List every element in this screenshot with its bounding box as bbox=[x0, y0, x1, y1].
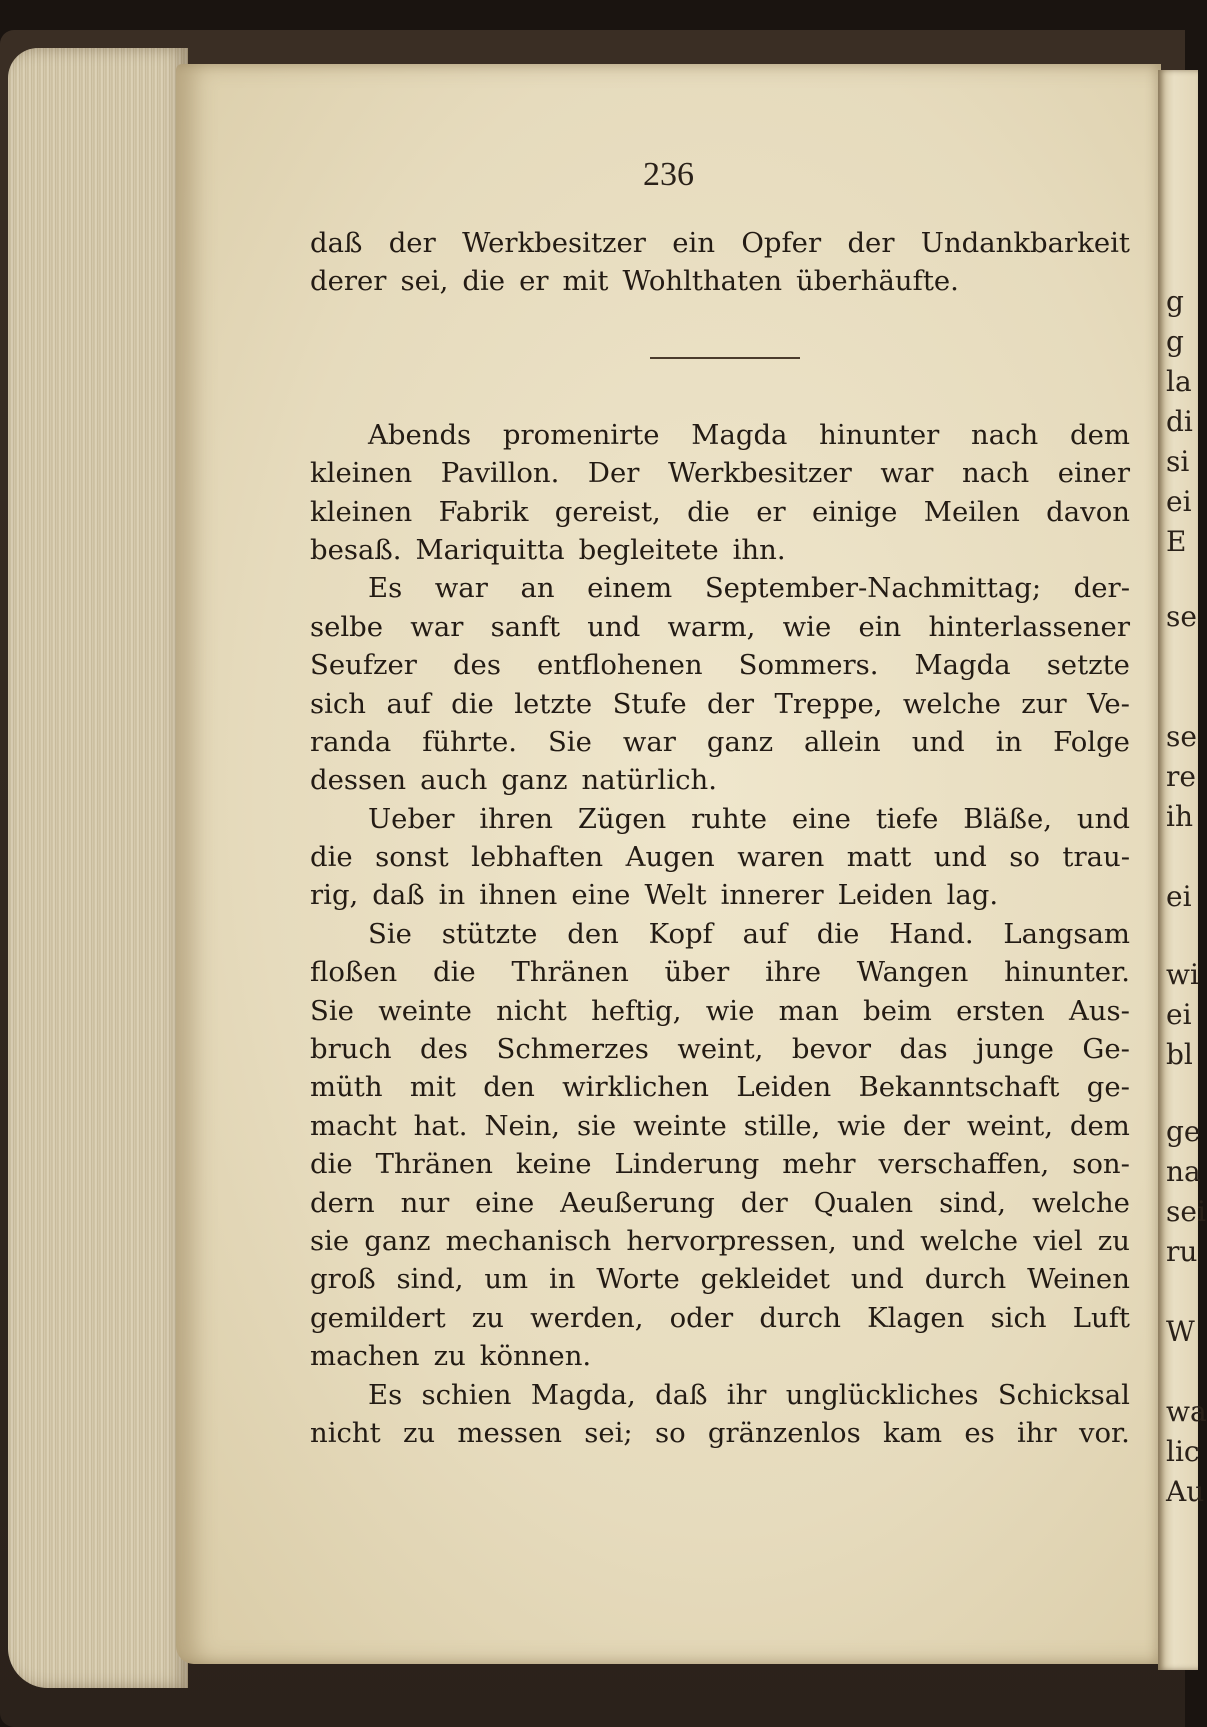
word: mehr bbox=[782, 1148, 856, 1181]
word: Mariquitta bbox=[415, 533, 565, 566]
word: einem bbox=[587, 572, 673, 605]
word: Hand. bbox=[889, 917, 974, 950]
word: Undankbarkeit bbox=[920, 227, 1130, 259]
section-divider bbox=[310, 301, 1130, 416]
word: einige bbox=[811, 495, 898, 528]
word: ganz bbox=[706, 725, 774, 758]
word: eine bbox=[475, 1186, 535, 1219]
word: derer bbox=[310, 265, 387, 298]
fragment: se bbox=[1166, 720, 1197, 753]
text-line bbox=[310, 608, 1130, 646]
word: der bbox=[707, 687, 755, 720]
word: rig, bbox=[310, 879, 359, 912]
word: das bbox=[899, 1033, 948, 1066]
text-line bbox=[310, 685, 1130, 723]
word: groß bbox=[310, 1263, 376, 1296]
word: ihn. bbox=[732, 533, 786, 566]
paragraph bbox=[310, 800, 1130, 915]
paragraph bbox=[310, 569, 1130, 799]
word: an bbox=[520, 572, 555, 605]
word: nach bbox=[971, 418, 1039, 451]
word: Abends bbox=[368, 418, 472, 451]
word: selbe bbox=[310, 610, 384, 643]
word: Welt bbox=[644, 879, 707, 912]
word: wirklichen bbox=[562, 1071, 709, 1104]
word: die bbox=[816, 917, 860, 950]
word: er bbox=[519, 265, 549, 298]
word: man bbox=[778, 994, 839, 1027]
word: besaß. bbox=[310, 533, 402, 566]
word: Wohlthaten bbox=[622, 265, 783, 298]
word: den bbox=[567, 917, 619, 950]
text-line bbox=[310, 1030, 1130, 1068]
word: keine bbox=[515, 1148, 592, 1181]
word: mit bbox=[562, 265, 609, 298]
word: letzte bbox=[514, 687, 593, 720]
text-line bbox=[310, 915, 1130, 953]
word: zu bbox=[1097, 1224, 1130, 1257]
word: gereist, bbox=[554, 495, 661, 528]
word: Treppe, bbox=[774, 687, 883, 720]
word: stützte bbox=[441, 917, 538, 950]
paragraph bbox=[310, 915, 1130, 1376]
word: er bbox=[756, 495, 786, 528]
word: der bbox=[902, 1109, 950, 1142]
word: dem bbox=[1069, 1109, 1130, 1142]
word: sanft bbox=[490, 610, 561, 643]
word: zu bbox=[433, 1340, 466, 1373]
word: und bbox=[911, 725, 965, 758]
text-line bbox=[310, 1222, 1130, 1260]
word: Sie bbox=[310, 994, 354, 1027]
word: lebhaften bbox=[471, 841, 604, 874]
fragment: g bbox=[1166, 285, 1184, 318]
word: daß bbox=[655, 1378, 708, 1411]
word: so bbox=[1009, 841, 1040, 874]
word: war bbox=[410, 610, 464, 643]
word: daß bbox=[372, 879, 425, 912]
text-line bbox=[310, 1145, 1130, 1183]
word: kleinen bbox=[310, 457, 413, 490]
word: welche bbox=[1031, 1186, 1130, 1219]
text-line bbox=[310, 1260, 1130, 1298]
word: nur bbox=[400, 1186, 450, 1219]
word: Thränen bbox=[375, 1148, 493, 1181]
word: auch bbox=[420, 764, 488, 797]
word: auf bbox=[386, 687, 431, 720]
word: Bekanntschaft bbox=[858, 1071, 1060, 1104]
word: Pavillon. bbox=[440, 457, 560, 490]
text-line bbox=[310, 1337, 1130, 1375]
word: nicht bbox=[496, 994, 567, 1027]
fragment: ru bbox=[1166, 1235, 1198, 1268]
word: trau- bbox=[1062, 841, 1130, 874]
fragment: si bbox=[1166, 445, 1190, 478]
word: randa bbox=[310, 725, 392, 758]
word: Ge- bbox=[1082, 1033, 1130, 1066]
fragment: wi bbox=[1166, 958, 1199, 991]
word: setzte bbox=[1046, 649, 1130, 682]
word: Opfer bbox=[741, 227, 822, 259]
word: ganz bbox=[364, 1224, 431, 1257]
word: warm, bbox=[667, 610, 756, 643]
word: natürlich. bbox=[581, 764, 717, 797]
word: messen bbox=[457, 1416, 562, 1449]
word: wie bbox=[705, 994, 755, 1027]
text-line bbox=[310, 1184, 1130, 1222]
word: davon bbox=[1046, 495, 1130, 528]
word: Augen bbox=[625, 841, 715, 874]
paragraph bbox=[310, 416, 1130, 570]
word: sich bbox=[310, 687, 367, 720]
word: sei; bbox=[584, 1416, 633, 1449]
word: des bbox=[452, 649, 501, 682]
word: Bläße, bbox=[963, 802, 1053, 835]
word: den bbox=[483, 1071, 535, 1104]
text-line bbox=[310, 569, 1130, 607]
word: die bbox=[433, 956, 476, 989]
fragment: Au bbox=[1166, 1475, 1205, 1508]
word: weint, bbox=[677, 1033, 764, 1066]
text-line bbox=[310, 224, 1130, 262]
fragment: bl bbox=[1166, 1038, 1193, 1071]
word: bruch bbox=[310, 1033, 392, 1066]
word: Der bbox=[587, 457, 640, 490]
word: dern bbox=[310, 1186, 375, 1219]
text-line bbox=[310, 1299, 1130, 1337]
word: können. bbox=[479, 1340, 592, 1373]
word: Langsam bbox=[1003, 917, 1130, 950]
word: floßen bbox=[310, 956, 398, 989]
word: nach bbox=[961, 457, 1030, 490]
page-edges bbox=[8, 48, 188, 1688]
word: lag. bbox=[946, 879, 999, 912]
fragment: ih bbox=[1166, 800, 1193, 833]
word: weinte bbox=[378, 994, 472, 1027]
word: hinunter bbox=[819, 418, 940, 451]
word: Sie bbox=[547, 725, 592, 758]
word: zu bbox=[471, 1301, 504, 1334]
word: macht bbox=[310, 1109, 397, 1142]
word: sind, bbox=[396, 1263, 464, 1296]
word: Werkbesitzer bbox=[667, 457, 852, 490]
word: ganz bbox=[501, 764, 568, 797]
word: in bbox=[995, 725, 1023, 758]
word: Magda bbox=[691, 418, 788, 451]
word: zu bbox=[402, 1416, 436, 1449]
word: innerer bbox=[720, 879, 824, 912]
word: hinunter. bbox=[1004, 956, 1130, 989]
text-line bbox=[310, 1376, 1130, 1414]
word: Sie bbox=[368, 917, 412, 950]
fragment: re bbox=[1166, 760, 1196, 793]
word: Fabrik bbox=[438, 495, 529, 528]
word: sie bbox=[577, 1109, 617, 1142]
text-line bbox=[310, 800, 1130, 838]
fragment: na bbox=[1166, 1155, 1201, 1188]
text-line bbox=[310, 1107, 1130, 1145]
word: müth bbox=[310, 1071, 383, 1104]
word: unglückliches bbox=[785, 1378, 979, 1411]
text-line bbox=[310, 723, 1130, 761]
word: um bbox=[484, 1263, 529, 1296]
word: werden, bbox=[530, 1301, 644, 1334]
word: weinte bbox=[633, 1109, 727, 1142]
fragment: sei bbox=[1166, 1195, 1206, 1228]
word: mit bbox=[409, 1071, 456, 1104]
word: einer bbox=[1057, 457, 1130, 490]
word: ein bbox=[672, 227, 716, 259]
word: war bbox=[880, 457, 934, 490]
word: Kopf bbox=[648, 917, 713, 950]
word: gränzenlos bbox=[707, 1416, 861, 1449]
word: Leiden bbox=[736, 1071, 832, 1104]
word: die bbox=[462, 265, 506, 298]
word: hinterlassener bbox=[928, 610, 1130, 643]
word: gekleidet bbox=[700, 1263, 830, 1296]
word: Weinen bbox=[1027, 1263, 1130, 1296]
word: Schmerzes bbox=[496, 1033, 649, 1066]
word: war bbox=[622, 725, 676, 758]
word: allein bbox=[804, 725, 881, 758]
word: ihre bbox=[765, 956, 821, 989]
word: son- bbox=[1072, 1148, 1130, 1181]
word: Meilen bbox=[923, 495, 1020, 528]
word: tiefe bbox=[875, 802, 939, 835]
word: weint, bbox=[966, 1109, 1053, 1142]
fragment: se bbox=[1166, 600, 1197, 633]
word: ruhte bbox=[691, 802, 768, 835]
word: Es bbox=[368, 572, 403, 605]
word: der bbox=[740, 1186, 788, 1219]
word: ihnen bbox=[479, 879, 558, 912]
word: Wangen bbox=[856, 956, 969, 989]
fragment: E bbox=[1166, 525, 1187, 558]
word: Ve- bbox=[1087, 687, 1130, 720]
word: hervorpressen, bbox=[626, 1224, 837, 1257]
text-line bbox=[310, 493, 1130, 531]
word: verschaffen, bbox=[878, 1148, 1050, 1181]
text-line bbox=[310, 531, 1130, 569]
fragment: wa bbox=[1166, 1395, 1207, 1428]
word: ihr bbox=[1017, 1416, 1057, 1449]
word: auf bbox=[742, 917, 787, 950]
word: welche bbox=[902, 687, 1001, 720]
fragment: di bbox=[1166, 405, 1193, 438]
word: der- bbox=[1073, 572, 1130, 605]
fragment: ei bbox=[1166, 998, 1192, 1031]
word: sonst bbox=[375, 841, 449, 874]
page-number: 236 bbox=[643, 156, 694, 193]
word: in bbox=[438, 879, 466, 912]
word: gemildert bbox=[310, 1301, 446, 1334]
word: Thränen bbox=[511, 956, 629, 989]
facing-page-edge bbox=[1158, 70, 1207, 1670]
text-line bbox=[310, 838, 1130, 876]
word: die bbox=[310, 841, 353, 874]
word: ersten bbox=[956, 994, 1045, 1027]
word: Worte bbox=[596, 1263, 680, 1296]
word: und bbox=[587, 610, 641, 643]
word: die bbox=[451, 687, 494, 720]
word: promenirte bbox=[502, 418, 660, 451]
word: Magda bbox=[914, 649, 1011, 682]
page-text bbox=[310, 224, 1130, 1452]
word: eine bbox=[571, 879, 631, 912]
word: Stufe bbox=[612, 687, 687, 720]
paragraph bbox=[310, 224, 1130, 301]
text-line bbox=[310, 992, 1130, 1030]
word: matt bbox=[846, 841, 912, 874]
word: viel bbox=[1033, 1224, 1083, 1257]
word: war bbox=[434, 572, 488, 605]
word: so bbox=[654, 1416, 686, 1449]
book-page bbox=[176, 64, 1161, 1664]
word: Aeußerung bbox=[560, 1186, 715, 1219]
word: mechanisch bbox=[445, 1224, 612, 1257]
word: sich bbox=[990, 1301, 1047, 1334]
word: ge- bbox=[1086, 1071, 1130, 1104]
word: kam bbox=[882, 1416, 943, 1449]
fragment: g bbox=[1166, 325, 1184, 358]
word: Nein, bbox=[484, 1109, 561, 1142]
word: durch bbox=[759, 1301, 841, 1334]
word: hat. bbox=[413, 1109, 468, 1142]
word: über bbox=[664, 956, 730, 989]
word: Aus- bbox=[1068, 994, 1130, 1027]
word: daß bbox=[310, 227, 363, 259]
word: Sommers. bbox=[738, 649, 879, 682]
word: Luft bbox=[1072, 1301, 1130, 1334]
word: überhäufte. bbox=[796, 265, 959, 298]
word: ein bbox=[858, 610, 902, 643]
word: entflohenen bbox=[536, 649, 703, 682]
word: machen bbox=[310, 1340, 420, 1373]
word: die bbox=[687, 495, 730, 528]
word: die bbox=[310, 1148, 353, 1181]
fragment: ei bbox=[1166, 485, 1192, 518]
text-line bbox=[310, 646, 1130, 684]
word: durch bbox=[924, 1263, 1007, 1296]
word: junge bbox=[976, 1033, 1054, 1066]
word: in bbox=[548, 1263, 576, 1296]
word: der bbox=[847, 227, 895, 259]
word: waren bbox=[737, 841, 825, 874]
word: eine bbox=[791, 802, 851, 835]
word: wie bbox=[782, 610, 832, 643]
fragment: ei bbox=[1166, 880, 1192, 913]
word: ihren bbox=[479, 802, 553, 835]
word: Leiden bbox=[837, 879, 933, 912]
word: welche bbox=[920, 1224, 1019, 1257]
text-line bbox=[310, 454, 1130, 492]
word: bevor bbox=[791, 1033, 872, 1066]
word: beim bbox=[863, 994, 932, 1027]
word: Folge bbox=[1053, 725, 1130, 758]
word: und bbox=[933, 841, 987, 874]
word: heftig, bbox=[591, 994, 682, 1027]
word: Linderung bbox=[614, 1148, 760, 1181]
word: sei, bbox=[400, 265, 449, 298]
word: und bbox=[850, 1263, 904, 1296]
word: des bbox=[420, 1033, 469, 1066]
word: stille, bbox=[743, 1109, 821, 1142]
word: Schicksal bbox=[997, 1378, 1130, 1411]
word: vor. bbox=[1078, 1416, 1130, 1449]
word: und bbox=[851, 1224, 905, 1257]
text-line bbox=[310, 876, 1130, 914]
text-line bbox=[310, 1068, 1130, 1106]
text-line bbox=[310, 761, 1130, 799]
word: sie bbox=[310, 1224, 350, 1257]
word: Ueber bbox=[368, 802, 455, 835]
fragment: W bbox=[1166, 1315, 1195, 1348]
word: führte. bbox=[422, 725, 518, 758]
word: Seufzer bbox=[310, 649, 417, 682]
fragment: lic bbox=[1166, 1435, 1200, 1468]
word: zur bbox=[1021, 687, 1067, 720]
text-line bbox=[310, 416, 1130, 454]
word: schien bbox=[421, 1378, 512, 1411]
word: oder bbox=[669, 1301, 734, 1334]
word: dessen bbox=[310, 764, 407, 797]
word: der bbox=[388, 227, 436, 259]
word: Magda, bbox=[530, 1378, 636, 1411]
word: dem bbox=[1070, 418, 1130, 451]
word: und bbox=[1076, 802, 1130, 835]
word: September-Nachmittag; bbox=[704, 572, 1042, 605]
text-line bbox=[310, 953, 1130, 991]
word: Werkbesitzer bbox=[462, 227, 646, 259]
word: Qualen bbox=[813, 1186, 914, 1219]
word: nicht bbox=[310, 1416, 381, 1449]
word: kleinen bbox=[310, 495, 413, 528]
text-line bbox=[310, 262, 1130, 300]
fragment: la bbox=[1166, 365, 1192, 398]
text-line bbox=[310, 1414, 1130, 1452]
word: begleitete bbox=[578, 533, 719, 566]
word: sind, bbox=[939, 1186, 1007, 1219]
word: Klagen bbox=[867, 1301, 965, 1334]
fragment: ge bbox=[1166, 1115, 1201, 1148]
divider-line bbox=[650, 357, 800, 359]
word: Es bbox=[368, 1378, 403, 1411]
word: wie bbox=[837, 1109, 886, 1142]
paragraph bbox=[310, 1376, 1130, 1453]
word: ihr bbox=[726, 1378, 767, 1411]
word: Zügen bbox=[577, 802, 667, 835]
word: es bbox=[964, 1416, 995, 1449]
